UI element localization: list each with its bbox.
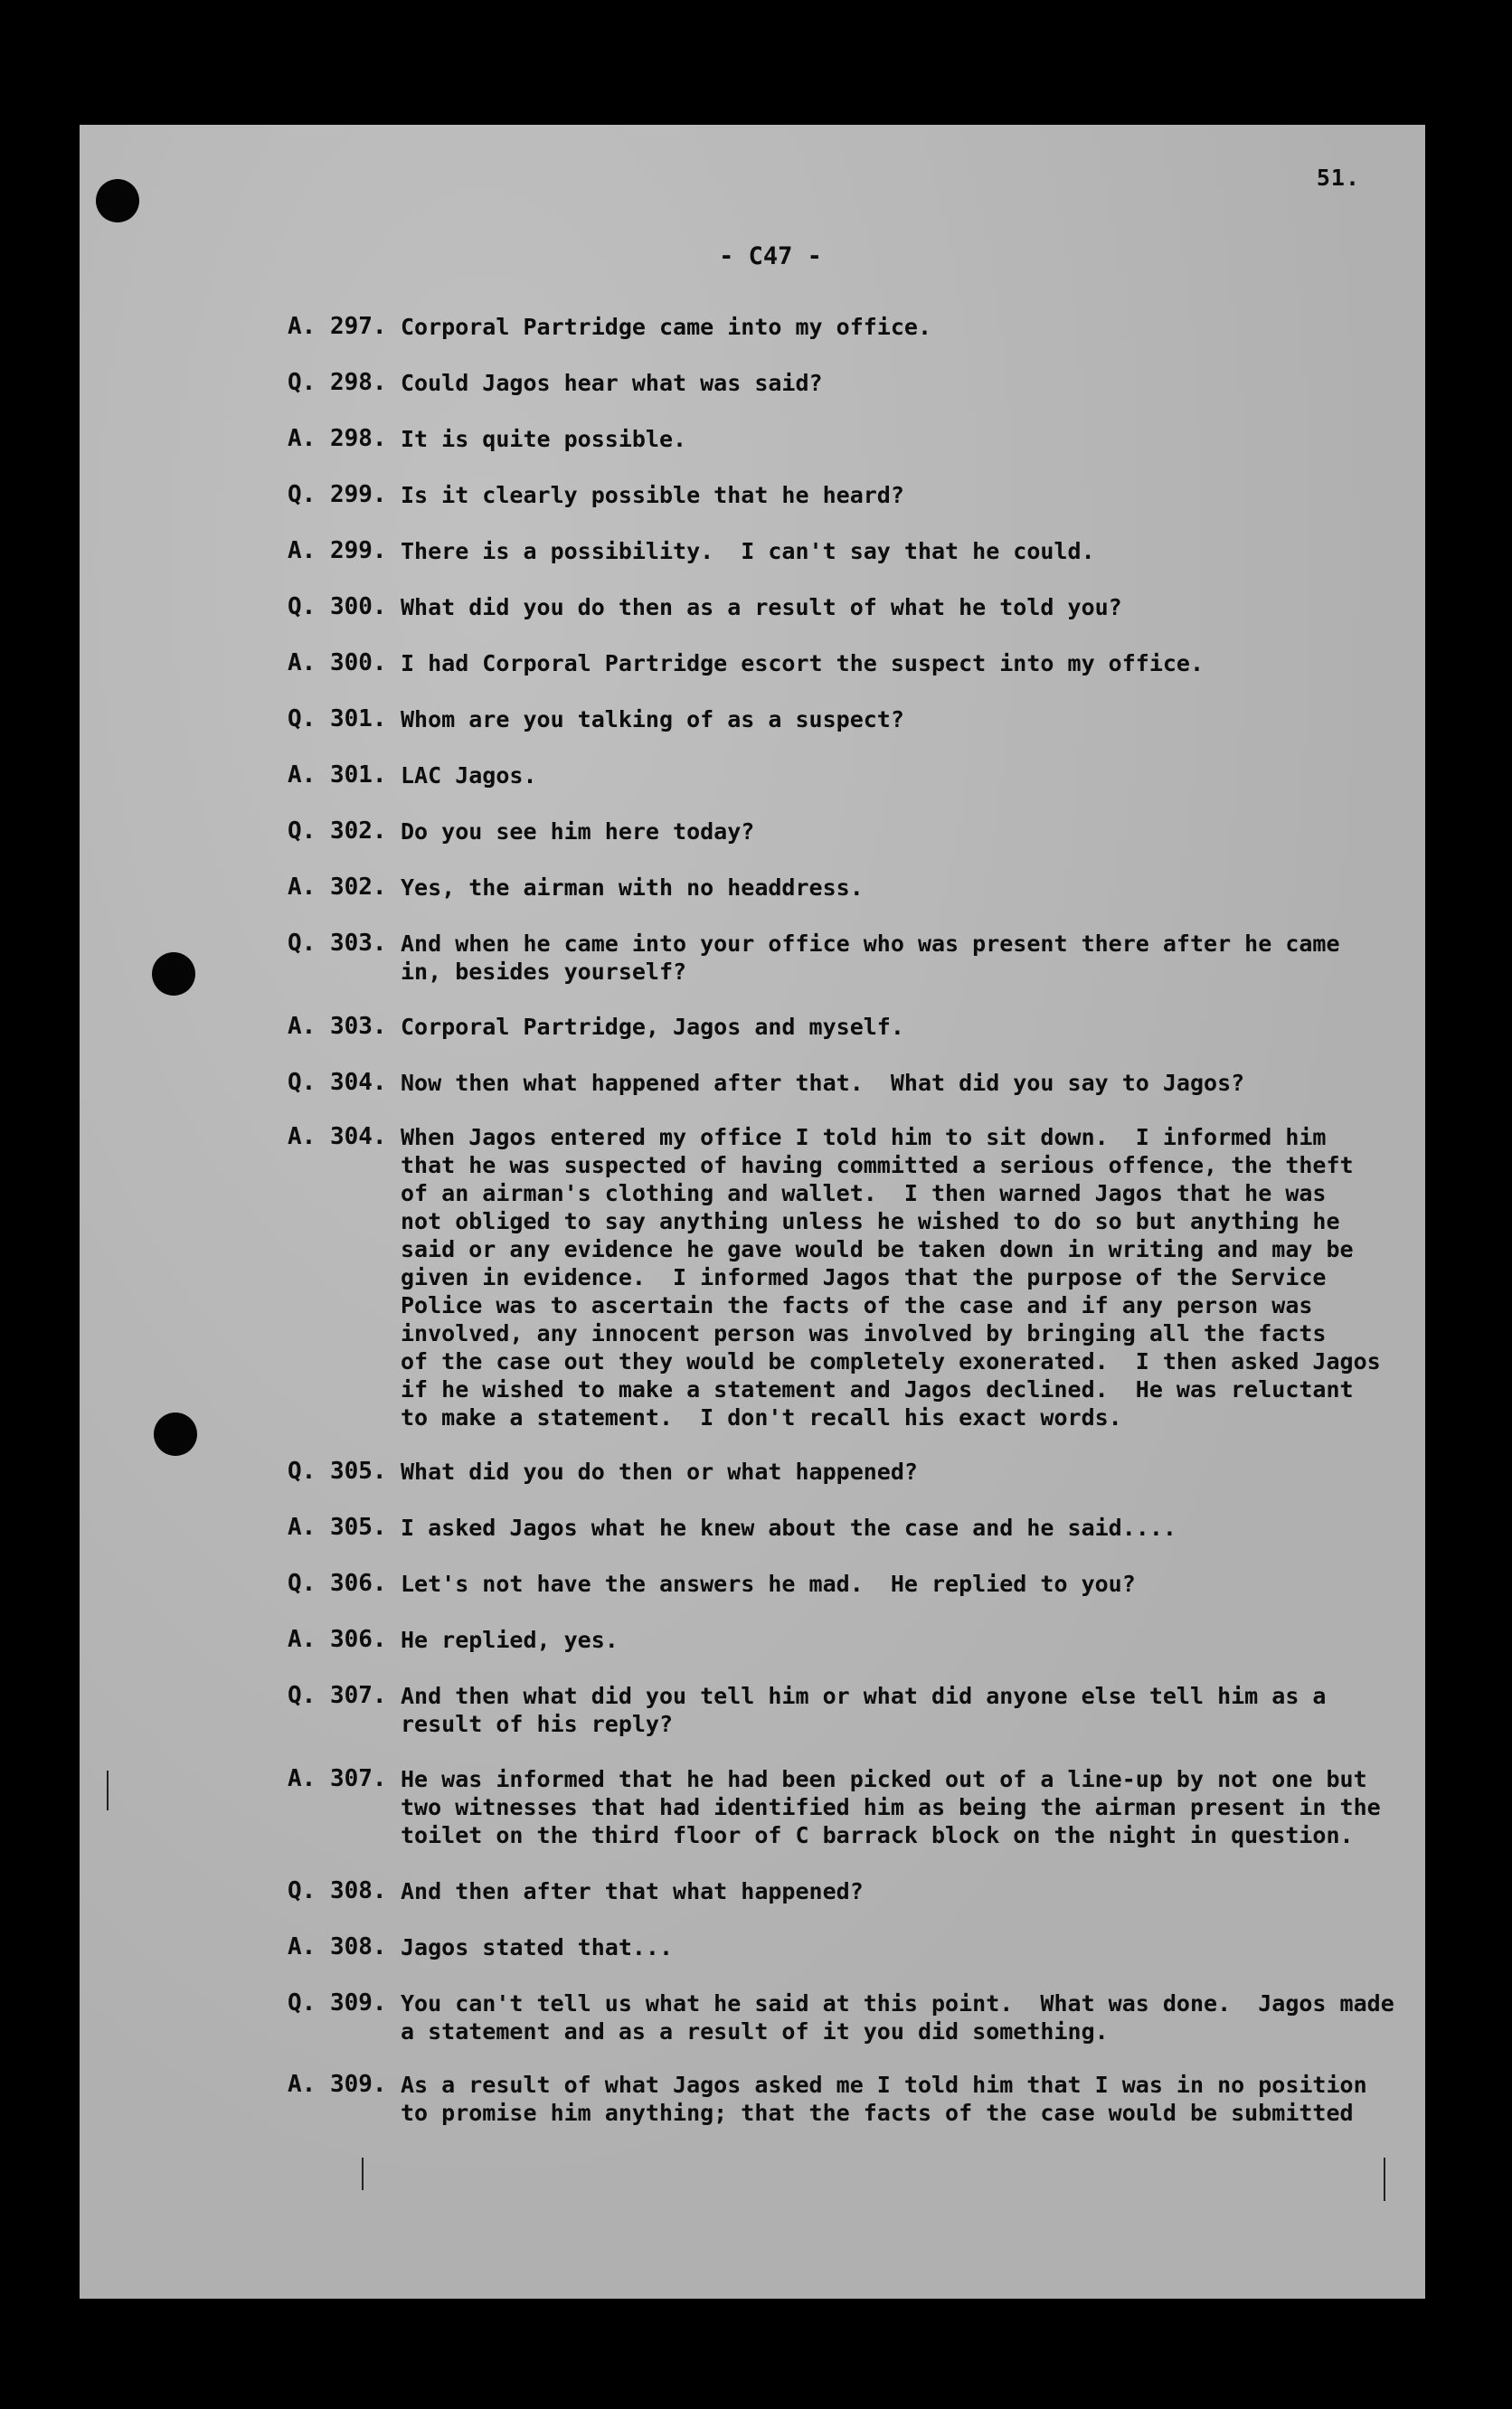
entry-text-line: of the case out they would be completely exonerated. I then asked Jagos (401, 1348, 1381, 1375)
entry-text-line: said or any evidence he gave would be taken down in writing and may be (401, 1236, 1354, 1262)
entry-text-line: Jagos stated that... (401, 1934, 674, 1960)
entry-text-line: I asked Jagos what he knew about the case and he said.... (401, 1515, 1177, 1541)
entry-number: Q. 308. (288, 1877, 387, 1904)
entry-number: A. 300. (288, 649, 387, 676)
entry-text-line: that he was suspected of having committed a serious offence, the theft (401, 1152, 1354, 1178)
entry-number: A. 297. (288, 313, 387, 340)
entry-text-line: He replied, yes. (401, 1627, 619, 1653)
entry-text-line: And then what did you tell him or what did anyone else tell him as a (401, 1683, 1327, 1709)
margin-mark (107, 1771, 109, 1810)
entry-text-line: Could Jagos hear what was said? (401, 370, 823, 396)
entry-text-line: Corporal Partridge came into my office. (401, 314, 931, 340)
transcript-entry (288, 481, 1418, 509)
transcript-entry (288, 1514, 1418, 1542)
entry-number: A. 308. (288, 1933, 387, 1960)
transcript-entry (288, 649, 1418, 677)
entry-number: Q. 303. (288, 930, 387, 957)
entry-text-line: It is quite possible. (401, 426, 687, 452)
entry-text-line: I had Corporal Partridge escort the suspect into my office. (401, 650, 1205, 676)
entry-number: Q. 309. (288, 1989, 387, 2017)
entry-text-line: LAC Jagos. (401, 762, 537, 789)
entry-number: Q. 298. (288, 369, 387, 396)
transcript-entry (288, 930, 1418, 986)
margin-mark (1384, 2158, 1385, 2201)
transcript-entry (288, 593, 1418, 621)
header-code: - C47 - (719, 242, 822, 270)
transcript-entry (288, 1570, 1418, 1598)
transcript-entry (288, 1123, 1418, 1431)
transcript-entry (288, 1626, 1418, 1654)
entry-number: A. 302. (288, 874, 387, 901)
entry-text-line: given in evidence. I informed Jagos that the purpose of the Service (401, 1264, 1327, 1290)
entry-number: Q. 306. (288, 1570, 387, 1597)
entry-number: Q. 300. (288, 593, 387, 620)
transcript-entry (288, 761, 1418, 789)
transcript-entry (288, 2071, 1418, 2127)
transcript-entry (288, 537, 1418, 565)
page-number: 51. (1316, 165, 1360, 191)
entry-text-line: to promise him anything; that the facts of the case would be submitted (401, 2100, 1354, 2126)
entry-text-line: Let's not have the answers he mad. He replied to you? (401, 1571, 1136, 1597)
margin-mark (362, 2158, 364, 2190)
entry-text-line: And then after that what happened? (401, 1878, 864, 1904)
entry-number: A. 309. (288, 2071, 387, 2098)
transcript-entry (288, 369, 1418, 397)
entry-text-line: As a result of what Jagos asked me I told him that I was in no position (401, 2072, 1367, 2098)
transcript-entry (288, 705, 1418, 733)
entry-text-line: There is a possibility. I can't say that he could. (401, 538, 1095, 564)
entry-text-line: What did you do then or what happened? (401, 1459, 918, 1485)
transcript-entry (288, 1933, 1418, 1961)
entry-text-line: toilet on the third floor of C barrack block on the night in question. (401, 1822, 1354, 1848)
entry-text-line: You can't tell us what he said at this point. What was done. Jagos made (401, 1990, 1394, 2017)
entry-text-line: if he wished to make a statement and Jagos declined. He was reluctant (401, 1376, 1354, 1403)
transcript-entry (288, 1013, 1418, 1041)
entry-text-line: a statement and as a result of it you did something. (401, 2018, 1109, 2045)
entry-text-line: of an airman's clothing and wallet. I then warned Jagos that he was (401, 1180, 1327, 1206)
entry-number: Q. 304. (288, 1069, 387, 1096)
entry-number: A. 307. (288, 1765, 387, 1792)
entry-text-line: not obliged to say anything unless he wished to do so but anything he (401, 1208, 1340, 1234)
entry-text-line: Police was to ascertain the facts of the case and if any person was (401, 1292, 1313, 1318)
transcript-entry (288, 1682, 1418, 1738)
entry-text-line: And when he came into your office who was present there after he came (401, 931, 1340, 957)
entry-number: Q. 301. (288, 705, 387, 732)
entry-text-line: Is it clearly possible that he heard? (401, 482, 904, 508)
transcript-entry (288, 874, 1418, 902)
entry-text-line: result of his reply? (401, 1711, 674, 1737)
entry-number: Q. 307. (288, 1682, 387, 1709)
entry-text-line: What did you do then as a result of what he told you? (401, 594, 1122, 620)
entry-text-line: He was informed that he had been picked out of a line-up by not one but (401, 1766, 1367, 1792)
entry-number: A. 298. (288, 425, 387, 452)
entry-number: A. 306. (288, 1626, 387, 1653)
entry-number: A. 304. (288, 1123, 387, 1150)
transcript-entry (288, 1989, 1418, 2045)
transcript-entry (288, 1877, 1418, 1905)
transcript-entry (288, 1069, 1418, 1097)
entry-text-line: Yes, the airman with no headdress. (401, 874, 864, 901)
entry-text-line: to make a statement. I don't recall his exact words. (401, 1404, 1122, 1431)
entry-number: A. 301. (288, 761, 387, 789)
transcript-entry (288, 425, 1418, 453)
document-page (80, 125, 1425, 2299)
entry-text-line: Now then what happened after that. What did you say to Jagos? (401, 1070, 1245, 1096)
punch-hole-top (96, 179, 139, 222)
entry-number: Q. 299. (288, 481, 387, 508)
entry-text-line: two witnesses that had identified him as being the airman present in the (401, 1794, 1381, 1820)
entry-text-line: When Jagos entered my office I told him to sit down. I informed him (401, 1124, 1327, 1150)
entry-number: A. 303. (288, 1013, 387, 1040)
entry-text-line: in, besides yourself? (401, 959, 687, 985)
entry-number: Q. 305. (288, 1458, 387, 1485)
entry-text-line: Corporal Partridge, Jagos and myself. (401, 1014, 904, 1040)
transcript-entry (288, 817, 1418, 846)
transcript-entry (288, 1458, 1418, 1486)
transcript-entry (288, 313, 1418, 341)
punch-hole-lower (154, 1412, 197, 1456)
entry-text-line: Whom are you talking of as a suspect? (401, 706, 904, 732)
entry-text-line: Do you see him here today? (401, 818, 755, 845)
punch-hole-middle (152, 952, 195, 996)
entry-number: Q. 302. (288, 817, 387, 845)
transcript-entry (288, 1765, 1418, 1849)
entry-number: A. 299. (288, 537, 387, 564)
entry-number: A. 305. (288, 1514, 387, 1541)
entry-text-line: involved, any innocent person was involved by bringing all the facts (401, 1320, 1327, 1346)
